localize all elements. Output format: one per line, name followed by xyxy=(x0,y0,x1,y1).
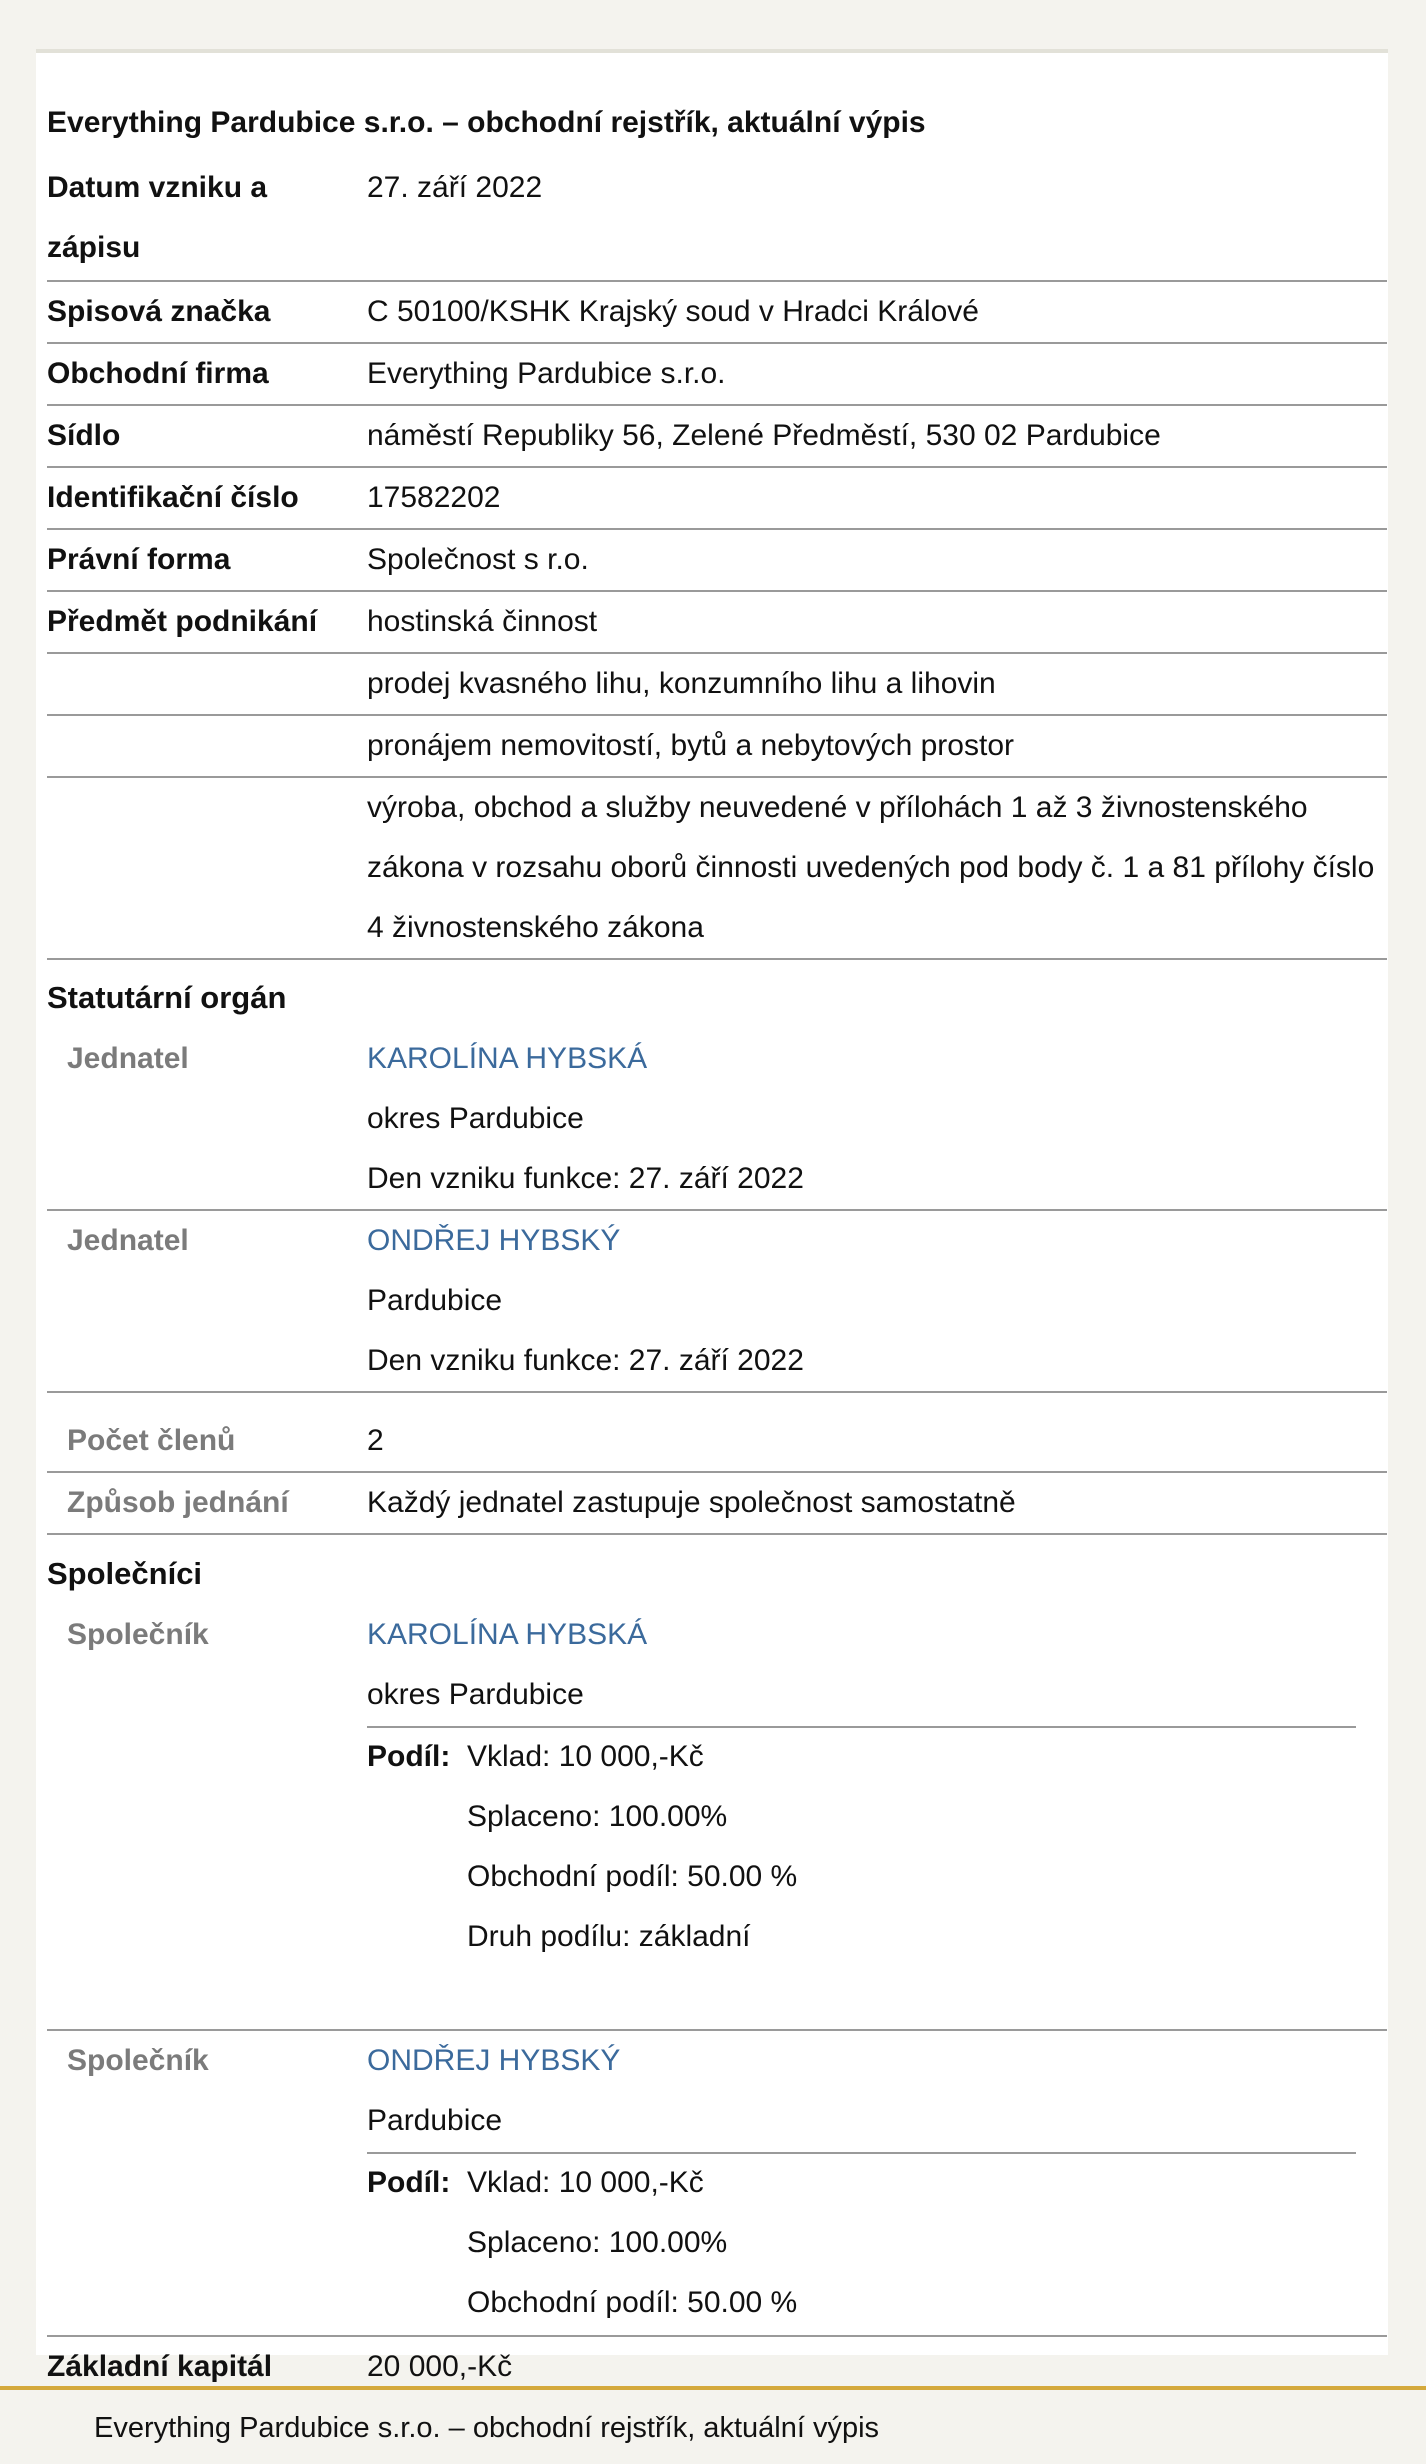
since-2: Den vzniku funkce: 27. září 2022 xyxy=(367,1344,804,1377)
row-ico xyxy=(47,468,1387,530)
label-kapital: Základní kapitál xyxy=(47,2350,273,2383)
splaceno-1: Splaceno: 100.00% xyxy=(467,1800,728,1833)
footer-text: Everything Pardubice s.r.o. – obchodní rejstřík, aktuální výpis xyxy=(94,2412,880,2444)
link-spolecnik-karolina[interactable]: KAROLÍNA HYBSKÁ xyxy=(367,1618,648,1651)
value-spis: C 50100/KSHK Krajský soud v Hradci Králové xyxy=(367,295,979,328)
statutarni-member-1 xyxy=(47,1029,1387,1211)
label-sidlo: Sídlo xyxy=(47,419,121,452)
row-predmet-1 xyxy=(47,592,1387,654)
value-datum: 27. září 2022 xyxy=(367,171,543,204)
value-forma: Společnost s r.o. xyxy=(367,543,589,576)
label-podil-1: Podíl: xyxy=(367,1740,451,1773)
vklad-1: Vklad: 10 000,-Kč xyxy=(467,1740,704,1773)
value-ico: 17582202 xyxy=(367,481,501,514)
link-spolecnik-ondrej[interactable]: ONDŘEJ HYBSKÝ xyxy=(367,2044,621,2077)
label-ico: Identifikační číslo xyxy=(47,481,299,514)
value-predmet-1: hostinská činnost xyxy=(367,605,598,638)
role-spolecnik-2: Společník xyxy=(67,2044,209,2077)
row-sidlo xyxy=(47,406,1387,468)
row-predmet-4 xyxy=(47,778,1387,960)
row-zpusob xyxy=(47,1473,1387,1535)
section-statutarni: Statutární orgán xyxy=(47,980,287,1015)
row-pocet xyxy=(47,1411,1387,1473)
since-1: Den vzniku funkce: 27. září 2022 xyxy=(367,1162,804,1195)
row-predmet-3 xyxy=(47,716,1387,778)
value-kapital: 20 000,-Kč xyxy=(367,2350,513,2383)
value-firma: Everything Pardubice s.r.o. xyxy=(367,357,726,390)
place-1: okres Pardubice xyxy=(367,1102,584,1135)
value-zpusob: Každý jednatel zastupuje společnost samostatně xyxy=(367,1486,1016,1519)
splaceno-2: Splaceno: 100.00% xyxy=(467,2226,728,2259)
row-spis xyxy=(47,282,1387,344)
label-podil-2: Podíl: xyxy=(367,2166,451,2199)
spolecnik-1 xyxy=(47,1605,1387,2031)
druh-podilu-1: Druh podílu: základní xyxy=(467,1920,751,1953)
value-pocet: 2 xyxy=(367,1424,384,1457)
page-title: Everything Pardubice s.r.o. – obchodní rejstřík, aktuální výpis xyxy=(47,106,926,139)
spolecnik-place-2: Pardubice xyxy=(367,2104,503,2137)
value-predmet-4: výroba, obchod a služby neuvedené v přílohách 1 až 3 živnostenského zákona v rozsahu oborů činnosti uvedených pod body č. 1 a 81 přílohy číslo 4 živnostenského zákona xyxy=(367,791,1375,944)
section-spolecnici: Společníci xyxy=(47,1556,203,1591)
vklad-2: Vklad: 10 000,-Kč xyxy=(467,2166,704,2199)
value-sidlo: náměstí Republiky 56, Zelené Předměstí, 530 02 Pardubice xyxy=(367,419,1161,452)
link-karolina-hybska[interactable]: KAROLÍNA HYBSKÁ xyxy=(367,1042,648,1075)
label-firma: Obchodní firma xyxy=(47,357,269,390)
statutarni-member-2 xyxy=(47,1211,1387,1393)
row-predmet-2 xyxy=(47,654,1387,716)
label-zpusob: Způsob jednání xyxy=(67,1486,289,1519)
register-card xyxy=(36,49,1388,2383)
spolecnik-place-1: okres Pardubice xyxy=(367,1678,584,1711)
role-jednatel-2: Jednatel xyxy=(67,1224,189,1257)
link-ondrej-hybsky[interactable]: ONDŘEJ HYBSKÝ xyxy=(367,1224,621,1257)
value-predmet-2: prodej kvasného lihu, konzumního lihu a lihovin xyxy=(367,667,996,700)
row-datum xyxy=(47,158,1387,282)
label-pocet: Počet členů xyxy=(67,1424,236,1457)
label-datum: Datum vzniku a zápisu xyxy=(47,171,268,264)
row-forma xyxy=(47,530,1387,592)
place-2: Pardubice xyxy=(367,1284,503,1317)
label-spis: Spisová značka xyxy=(47,295,271,328)
obchodni-podil-2: Obchodní podíl: 50.00 % xyxy=(467,2286,798,2319)
role-jednatel-1: Jednatel xyxy=(67,1042,189,1075)
spolecnik-2 xyxy=(47,2031,1387,2337)
role-spolecnik-1: Společník xyxy=(67,1618,209,1651)
footer xyxy=(0,2386,1426,2464)
value-predmet-3: pronájem nemovitostí, bytů a nebytových prostor xyxy=(367,729,1014,762)
row-firma xyxy=(47,344,1387,406)
obchodni-podil-1: Obchodní podíl: 50.00 % xyxy=(467,1860,798,1893)
label-predmet: Předmět podnikání xyxy=(47,605,318,638)
label-forma: Právní forma xyxy=(47,543,231,576)
